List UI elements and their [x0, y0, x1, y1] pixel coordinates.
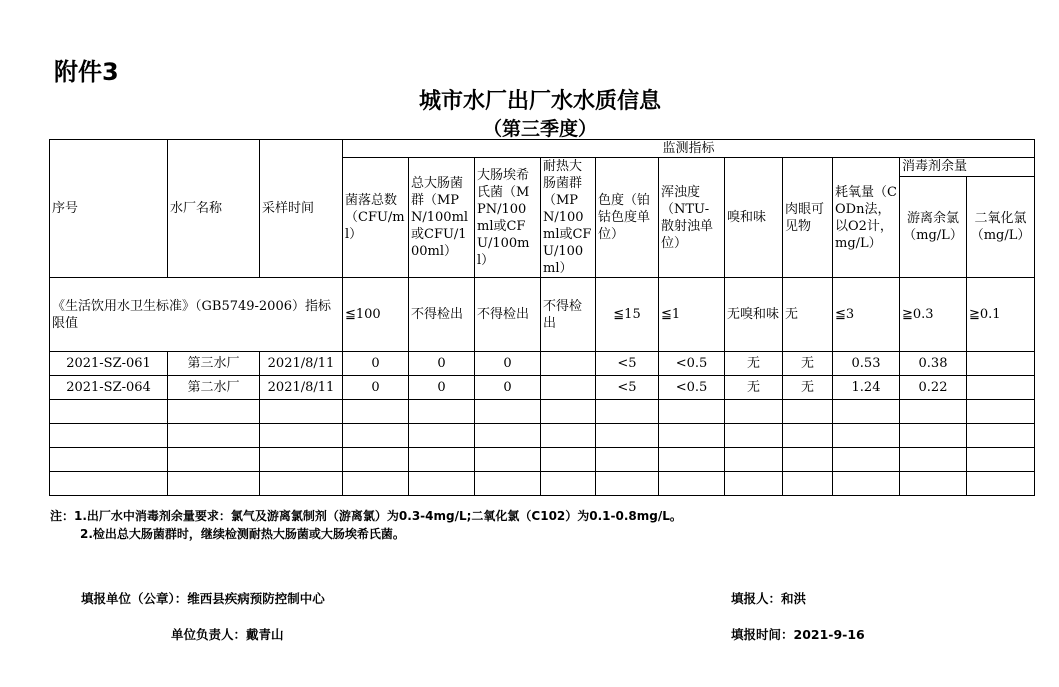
- cell-coliform: 0: [409, 376, 475, 400]
- limit-coliform: 不得检出: [409, 278, 475, 352]
- header-free-chlorine: 游离余氯（mg/L）: [900, 176, 967, 277]
- footer-reporter: 填报人：和洪: [731, 591, 807, 606]
- empty-row: [50, 472, 1035, 496]
- page-subtitle: （第三季度）: [482, 118, 597, 140]
- cell-seq: 2021-SZ-061: [50, 352, 168, 376]
- cell-thermo: [541, 376, 596, 400]
- page-title: 城市水厂出厂水水质信息: [418, 89, 661, 114]
- cell-chlorine-dioxide: [967, 352, 1035, 376]
- cell-turbidity: <0.5: [659, 352, 725, 376]
- header-turbidity: 浑浊度（NTU-散射浊单位）: [659, 158, 725, 278]
- cell-cod: 0.53: [833, 352, 900, 376]
- header-odor: 嗅和味: [725, 158, 783, 278]
- header-colony: 菌落总数（CFU/ml）: [343, 158, 409, 278]
- cell-odor: 无: [725, 376, 783, 400]
- cell-color: <5: [596, 376, 659, 400]
- note-line-1: 注：1.出厂水中消毒剂余量要求：氯气及游离氯制剂（游离氯）为0.3-4mg/L;二氧化氯（C102）为0.1-0.8mg/L。: [50, 509, 682, 523]
- footer-unit-head: 单位负责人：戴青山: [171, 627, 284, 642]
- cell-turbidity: <0.5: [659, 376, 725, 400]
- limit-odor: 无嗅和味: [725, 278, 783, 352]
- header-coliform: 总大肠菌群（MPN/100ml或CFU/100ml）: [409, 158, 475, 278]
- header-plant: 水厂名称: [168, 140, 260, 278]
- cell-time: 2021/8/11: [260, 352, 343, 376]
- empty-row: [50, 424, 1035, 448]
- table-row: [50, 352, 1035, 376]
- cell-plant: 第二水厂: [168, 376, 260, 400]
- header-ecoli: 大肠埃希氏菌（MPN/100ml或CFU/100ml）: [475, 158, 541, 278]
- cell-color: <5: [596, 352, 659, 376]
- cell-colony: 0: [343, 352, 409, 376]
- header-disinfectant-group: 消毒剂余量: [900, 158, 1035, 177]
- header-cod: 耗氧量（CODn法，以O2计，mg/L）: [833, 158, 900, 278]
- limit-visible: 无: [783, 278, 833, 352]
- header-thermo: 耐热大肠菌群（MPN/100ml或CFU/100ml）: [541, 158, 596, 278]
- cell-chlorine-dioxide: [967, 376, 1035, 400]
- cell-ecoli: 0: [475, 376, 541, 400]
- limit-cod: ≦3: [833, 278, 900, 352]
- cell-visible: 无: [783, 376, 833, 400]
- header-chlorine-dioxide: 二氧化氯（mg/L）: [967, 176, 1035, 277]
- empty-row: [50, 400, 1035, 424]
- limit-thermo: 不得检出: [541, 278, 596, 352]
- cell-colony: 0: [343, 376, 409, 400]
- limit-free-chlorine: ≧0.3: [900, 278, 967, 352]
- attachment-label: 附件3: [54, 58, 119, 86]
- cell-coliform: 0: [409, 352, 475, 376]
- cell-thermo: [541, 352, 596, 376]
- cell-visible: 无: [783, 352, 833, 376]
- limit-chlorine-dioxide: ≧0.1: [967, 278, 1035, 352]
- cell-free-chlorine: 0.38: [900, 352, 967, 376]
- cell-time: 2021/8/11: [260, 376, 343, 400]
- table-row: [50, 376, 1035, 400]
- cell-cod: 1.24: [833, 376, 900, 400]
- header-seq: 序号: [50, 140, 168, 278]
- limit-color: ≦15: [596, 278, 659, 352]
- limit-colony: ≦100: [343, 278, 409, 352]
- limit-row: [50, 278, 1035, 352]
- cell-ecoli: 0: [475, 352, 541, 376]
- footer-reporting-unit: 填报单位（公章）：维西县疾病预防控制中心: [81, 591, 325, 606]
- limit-ecoli: 不得检出: [475, 278, 541, 352]
- header-time: 采样时间: [260, 140, 343, 278]
- footer-report-date: 填报时间：2021-9-16: [731, 627, 865, 642]
- header-visible: 肉眼可见物: [783, 158, 833, 278]
- header-monitor-group: 监测指标: [343, 140, 1035, 158]
- limit-turbidity: ≦1: [659, 278, 725, 352]
- cell-plant: 第三水厂: [168, 352, 260, 376]
- header-color: 色度（铂钴色度单位）: [596, 158, 659, 278]
- notes: [50, 507, 682, 543]
- cell-seq: 2021-SZ-064: [50, 376, 168, 400]
- empty-row: [50, 448, 1035, 472]
- header-row-1: [50, 140, 1035, 158]
- limit-label: 《生活饮用水卫生标准》（GB5749-2006）指标限值: [50, 278, 343, 352]
- cell-odor: 无: [725, 352, 783, 376]
- cell-free-chlorine: 0.22: [900, 376, 967, 400]
- note-line-2: 2.检出总大肠菌群时，继续检测耐热大肠菌或大肠埃希氏菌。: [80, 527, 405, 541]
- water-quality-table: [49, 139, 1035, 496]
